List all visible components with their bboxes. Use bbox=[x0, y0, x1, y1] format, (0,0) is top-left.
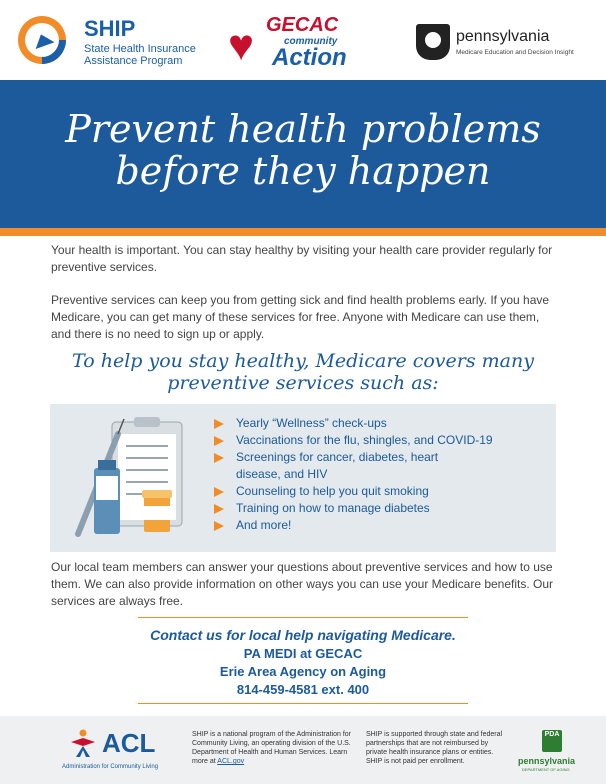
contact-top-rule bbox=[138, 617, 468, 618]
footer bbox=[0, 716, 606, 784]
keystone-seal-icon bbox=[416, 24, 450, 60]
ship-subtitle-line-1: State Health Insurance bbox=[84, 43, 196, 55]
ship-logo bbox=[18, 12, 208, 72]
contact-organization: PA MEDI at GECAC bbox=[243, 646, 363, 661]
contact-phone[interactable]: 814-459-4581 ext. 400 bbox=[236, 682, 370, 697]
list-item bbox=[214, 483, 550, 500]
ship-subtitle-line-2: Assistance Program bbox=[84, 55, 183, 67]
services-heading-line-1: To help you stay healthy, Medicare covers many bbox=[72, 350, 534, 372]
pda-name: pennsylvania bbox=[518, 756, 576, 766]
logo-header bbox=[0, 0, 606, 80]
arrow-icon bbox=[214, 504, 224, 514]
gecac-name: GECAC bbox=[266, 14, 339, 36]
arrow-icon bbox=[214, 436, 224, 446]
ship-logo-title: SHIP bbox=[84, 16, 136, 41]
pda-mark-icon: PDA bbox=[542, 730, 562, 752]
list-item-label: And more! bbox=[236, 518, 292, 532]
page-title-line-2: before they happen bbox=[115, 149, 491, 193]
ship-emblem-icon bbox=[18, 16, 66, 64]
intro-paragraph-1: Your health is important. You can stay healthy by visiting your health care provider regularly for preventive services. bbox=[51, 243, 553, 274]
list-item-label: Screenings for cancer, diabetes, heart disease, and HIV bbox=[236, 450, 439, 481]
list-item-label: Vaccinations for the flu, shingles, and COVID-19 bbox=[236, 433, 493, 447]
list-item-label: Training on how to manage diabetes bbox=[236, 501, 430, 515]
ship-program-note bbox=[192, 730, 352, 766]
page-title-line-1: Prevent health problems bbox=[65, 107, 541, 151]
gecac-community: community bbox=[284, 36, 338, 47]
intro-paragraph-2: Preventive services can keep you from getting sick and find health problems early. If you have Medicare, you can get many of these services for free. Anyone with Medicare can use them, and there is no need to sign up or apply. bbox=[51, 293, 550, 341]
ship-program-note-text: SHIP is a national program of the Administration for Community Living, an operating division of the U.S. Department of Health and Human Services. Learn more at bbox=[192, 731, 352, 765]
team-paragraph: Our local team members can answer your questions about preventive services and how to use them. We can also provide information on other ways you can use your Medicare benefits. Our services are always free. bbox=[51, 560, 554, 608]
acl-gov-link[interactable]: ACL.gov bbox=[217, 758, 245, 765]
pennsylvania-subtitle: Medicare Education and Decision Insight bbox=[456, 49, 574, 56]
medical-supplies-illustration bbox=[60, 414, 222, 542]
pda-subtitle: DEPARTMENT OF AGING bbox=[522, 767, 570, 772]
acl-logo bbox=[62, 728, 172, 778]
arrow-icon bbox=[214, 521, 224, 531]
list-item bbox=[214, 432, 550, 449]
gecac-logo bbox=[228, 14, 358, 70]
pda-logo bbox=[518, 730, 588, 780]
arrow-icon bbox=[214, 419, 224, 429]
list-item bbox=[214, 415, 550, 432]
pennsylvania-medi-logo bbox=[416, 24, 596, 68]
list-item bbox=[214, 449, 550, 483]
title-banner bbox=[0, 80, 606, 228]
page-title bbox=[0, 108, 606, 192]
arrow-icon bbox=[214, 487, 224, 497]
acl-subtitle: Administration for Community Living bbox=[62, 764, 159, 770]
ship-logo-subtitle bbox=[84, 43, 214, 67]
list-item-label: Counseling to help you quit smoking bbox=[236, 484, 429, 498]
orange-divider bbox=[0, 228, 606, 236]
services-panel bbox=[50, 404, 556, 552]
gecac-action: Action bbox=[272, 44, 347, 71]
heart-icon: ♥ bbox=[228, 21, 255, 70]
services-list bbox=[214, 415, 550, 534]
list-item bbox=[214, 500, 550, 517]
list-item bbox=[214, 517, 550, 534]
services-heading bbox=[30, 350, 576, 394]
contact-agency: Erie Area Agency on Aging bbox=[219, 664, 387, 679]
acl-name: ACL bbox=[102, 728, 156, 758]
contact-heading: Contact us for local help navigating Medicare. bbox=[150, 627, 456, 643]
pennsylvania-name: pennsylvania bbox=[456, 28, 550, 45]
people-icon bbox=[68, 728, 98, 758]
services-heading-line-2: preventive services such as: bbox=[167, 372, 439, 394]
list-item-label: Yearly “Wellness” check-ups bbox=[236, 416, 387, 430]
contact-bottom-rule bbox=[138, 703, 468, 704]
arrow-icon bbox=[214, 453, 224, 463]
funding-note: SHIP is supported through state and federal partnerships that are not reimbursed by private health insurance plans or entities. SHIP is not paid per enrollment. bbox=[366, 731, 503, 765]
